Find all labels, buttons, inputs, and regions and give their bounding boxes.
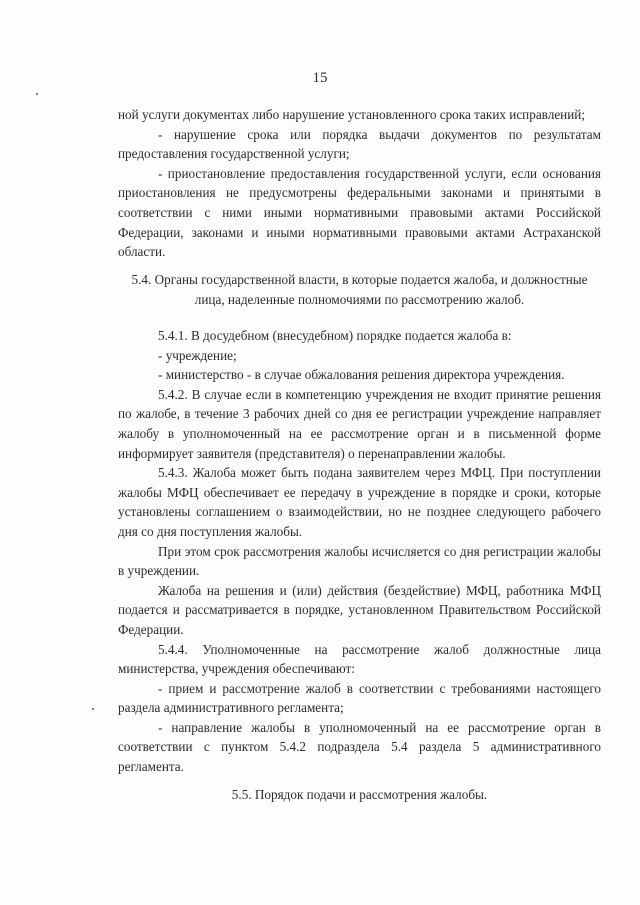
section-heading-5-4: 5.4. Органы государственной власти, в которые подается жалоба, и должностные лица, наделенные полномочиями по рассмотрению жалоб. — [131, 272, 588, 307]
list-item-ministry: - министерство - в случае обжалования решения директора учреждения. — [158, 367, 565, 383]
section-5-4-body — [118, 326, 601, 777]
scan-speck — [36, 93, 38, 95]
paragraph-5-4-2: 5.4.2. В случае если в компетенцию учреждения не входит принятие решения по жалобе, в течение 3 рабочих дней со дня ее регистрации учреждение направляет жалобу в уполномоченный на ее рассмотрение орган и в письменной форме информирует заявителя (представителя) о перенаправлении жалобы. — [118, 386, 601, 461]
scan-speck — [92, 708, 94, 710]
page-number: 15 — [312, 70, 328, 86]
paragraph-5-4-3: 5.4.3. Жалоба может быть подана заявителем через МФЦ. При поступлении жалобы МФЦ обеспечивает ее передачу в учреждение в порядке и сроки, которые установлены соглашением о взаимодействии, но не позднее следующего рабочего дня со дня поступления жалобы. — [118, 465, 601, 539]
list-item-reception: - прием и рассмотрение жалоб в соответствии с требованиями настоящего раздела административного регламента; — [118, 680, 601, 716]
paragraph-5-4-1: 5.4.1. В досудебном (внесудебном) порядке подается жалоба в: — [158, 328, 512, 343]
list-item-deadline-violation: - нарушение срока или порядка выдачи документов по результатам предоставления государственной услуги; — [118, 126, 601, 162]
section-5-5-heading-block — [118, 785, 601, 805]
section-heading-5-5: 5.5. Порядок подачи и рассмотрения жалобы. — [231, 787, 488, 802]
list-item-forwarding: - направление жалобы в уполномоченный на ее рассмотрение орган в соответствии с пунктом 5.4.2 подраздела 5.4 раздела 5 административного регламента. — [118, 719, 601, 775]
paragraph-mfc-complaint: Жалоба на решения и (или) действия (бездействие) МФЦ, работника МФЦ подается и рассматривается в порядке, установленном Правительством Российской Федерации. — [118, 582, 601, 637]
paragraph-5-4-4: 5.4.4. Уполномоченные на рассмотрение жалоб должностные лица министерства, учреждения обеспечивают: — [118, 641, 601, 677]
paragraph-review-period: При этом срок рассмотрения жалобы исчисляется со дня регистрации жалобы в учреждении. — [118, 543, 601, 579]
continuation-line: ной услуги документах либо нарушение установленного срока таких исправлений; — [118, 107, 586, 122]
list-item-suspension: - приостановление предоставления государственной услуги, если основания приостановления не предусмотрены федеральными законами и принятыми в соответствии с ними иными нормативными правовыми актами Российской Федерации, законами и иными нормативными правовыми актами Астраханской области. — [118, 165, 601, 260]
list-item-institution: - учреждение; — [158, 347, 237, 363]
section-5-4-heading-block — [118, 270, 601, 309]
continuation-block — [118, 105, 601, 262]
